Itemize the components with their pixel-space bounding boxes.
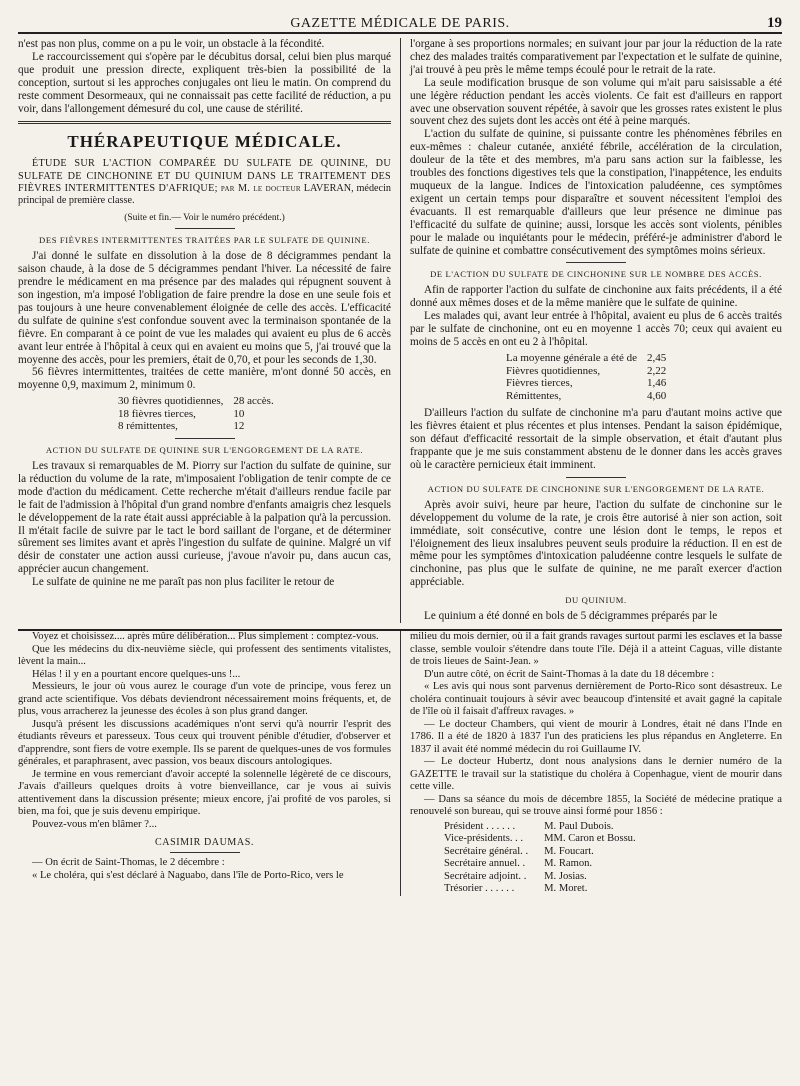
paragraph: Le sulfate de quinine ne me paraît pas non plus faciliter le retour de [32,576,335,589]
paragraph: n'est pas non plus, comme on a pu le voir, un obstacle à la fécondité. [18,38,325,50]
table-cell: 28 accès. [233,395,274,408]
table-cell: MM. Caron et Bossu. [544,833,636,845]
paragraph: D'ailleurs l'action du sulfate de cinchonine m'a paru d'autant moins active que les fièvres étaient et plus récentes et plus intenses. Pendant la saison épidémique, son défaut d'efficacité ressortait de la simple observation, et était d'autant plus frappante que je me suis constamment abstenu de le donner dans les accès graves où le caractère pernicieux était imminent. [410,407,782,471]
table-cell: Secrétaire annuel. . [444,858,526,870]
bureau-table [444,821,652,896]
paragraph: — On écrit de Saint-Thomas, le 2 décembre : [32,857,225,869]
paragraph: Je termine en vous remerciant d'avoir accepté la solennelle légèreté de ce discours, J'avais d'ailleurs quelques droits à votre bienveillance, car je vous ai suivis attentivement dans la discussion présente; mieux encore, j'ai profité de vos paroles, si bien, ma foi, que je suis devenu empirique. [18,768,391,818]
table-row [444,846,652,859]
paragraph: « Les avis qui nous sont parvenus dernièrement de Porto-Rico sont désastreux. Le choléra continuait toujours à sévir avec beaucoup d'intensité et avait gagné la capitale de l'île où il faisait d'affreux ravages. » [410,681,782,718]
table-cell: Fièvres quotidiennes, [506,364,601,377]
table-row [444,858,652,871]
paragraph: Les malades qui, avant leur entrée à l'hôpital, avaient eu plus de 6 accès traités par le sulfate de cinchonine, ont eu en moyenne 1 accès 70; ceux qui avaient eu moins de 5 accès en ont eu 2 à l'hôpital. [410,310,782,349]
section-title: THÉRAPEUTIQUE MÉDICALE. [67,132,342,152]
table-row [506,390,676,403]
feuilleton-left [18,631,400,896]
table-cell: La moyenne générale a été de [506,351,638,364]
paragraph: « Le choléra, qui s'est déclaré à Naguabo, dans l'île de Porto-Rico, vers le [32,869,344,881]
table-row [118,395,284,408]
paragraph: Afin de rapporter l'action du sulfate de cinchonine aux faits précédents, il a été donné aux mêmes doses et de la même manière que le sulfate de quinine. [410,284,782,310]
paragraph: — Le docteur Chambers, qui vient de mourir à Londres, était né dans l'Inde en 1786. Il a été de 1820 à 1837 l'un des praticiens les plus répandus en Angleterre. En 1837 il avait été nommé médecin du roi Guillaume IV. [410,718,782,755]
paragraph: 56 fièvres intermittentes, traitées de cette manière, m'ont donné 50 accès, en moyenne 0,9, maximum 2, minimum 0. [18,366,391,392]
table-row [506,365,676,378]
feuilleton-right [400,631,782,896]
paragraph: — Le docteur Hubertz, dont nous analysions dans le dernier numéro de la GAZETTE le travail sur la statistique du choléra à Copenhague, vient de mourir dans cette ville. [410,756,782,793]
paragraph: J'ai donné le sulfate en dissolution à la dose de 8 décigrammes pendant la saison chaude, à la dose de 5 décigrammes pendant l'hiver. La nécessité de faire prendre le médicament en ma présence par des malades qui répugnent souvent à son ingestion, m'a imposé l'obligation de faire prendre la dose en une seule fois et pas toujours à une heure convenablement éloignée de celle des accès. L'efficacité du sulfate de quinine s'est confondue souvent avec la terminaison spontanée de la fièvre. En comparant à ce point de vue les malades qui avaient eu plus de 6 accès avant leur entrée à l'hôpital à ceux qui en avaient eu moins que 5, j'ai trouvé que la moyenne des accès, pour les premiers, était de 0,70, et pour les seconds de 1,30. [18,250,391,366]
table-row [444,833,652,846]
study-author: LAVERAN, médecin principal de première classe. [18,182,392,207]
left-column [18,38,400,623]
table-row [118,408,284,421]
paragraph: — Dans sa séance du mois de décembre 1855, la Société de médecine pratique a renouvelé son bureau, qui se trouve ainsi formé pour 1856 : [410,793,782,818]
paragraph: Hélas ! il y en a pourtant encore quelques-uns !... [32,668,241,680]
table-cell: M. Paul Dubois. [544,820,614,832]
running-title: GAZETTE MÉDICALE DE PARIS. [290,16,510,31]
table-cell: 8 rémittentes, [118,420,178,433]
paragraph: Jusqu'à présent les discussions académiques n'ont servi qu'à nourrir l'esprit des étudiants rêveurs et paresseux. Tous ceux qui trouvent pénible d'étudier, d'observer et d'apprendre, sont fiers de votre exemple. Ils se parent de quelques-unes de vos formules générales, et paraphrasent, avec passion, vos beaux discours antologiques. [18,718,391,768]
author-signature: CASIMIR DAUMAS. [154,837,254,849]
table-cell: M. Ramon. [544,858,593,870]
divider [566,477,626,478]
table-cell: M. Moret. [544,883,588,895]
table-cell: 12 [233,420,245,433]
table-cell: 1,46 [647,377,667,390]
table-cell: Trésorier . . . . . . [444,883,515,895]
table-cell: M. Josias. [544,870,587,882]
table-cell: 2,45 [647,351,667,364]
subheading: ACTION DU SULFATE DE QUININE SUR L'ENGORGEMENT DE LA RATE. [45,445,364,455]
table-cell: 4,60 [647,389,667,402]
table-cell: Rémittentes, [506,389,562,402]
table-cell: Secrétaire adjoint. . [444,870,527,882]
paragraph: Après avoir suivi, heure par heure, l'action du sulfate de cinchonine sur le développement du volume de la rate, je crois être autorisé à nier son action, soit immédiate, soit consécutive, contre une lésion dont le temps, le repos et l'éloignement des lieux insalubres peuvent seuls produire la réduction. Il en est de même pour les symptômes d'intoxication paludéenne contre lesquels le sulfate de cinchonine, pas plus que le sulfate de quinine, ne me paraît exercer d'action appréciable. [410,498,782,589]
paragraph: Le raccourcissement qui s'opère par le décubitus dorsal, celui bien plus marqué que produit une pression directe, expliquent très-bien la possibilité de la conception, surtout si les approches conjugales ont lieu le matin. On comprend du reste comment Desormeaux, qui ne connaissait pas cette facilité de réduction, a pu voir, dans l'allongement démesuré du col, une cause de stérilité. [18,50,391,115]
study-title [18,158,391,207]
paragraph: Pouvez-vous m'en blâmer ?... [32,818,157,830]
section-divider [18,121,391,124]
table-cell: Président . . . . . . [444,820,516,832]
paragraph: Que les médecins du dix-neuvième siècle, qui professent des sentiments vitalistes, lèvent la main... [18,643,391,668]
table-row [506,352,676,365]
table-cell: 2,22 [647,364,667,377]
paragraph: D'un autre côté, on écrit de Saint-Thomas à la date du 18 décembre : [424,668,715,680]
cinchonine-stats-table [506,352,676,402]
subheading: DE L'ACTION DU SULFATE DE CINCHONINE SUR LE NOMBRE DES ACCÈS. [430,269,762,280]
paragraph: l'organe à ses proportions normales; en suivant jour par jour la réduction de la rate chez des malades traités comparativement par l'expectation et le sulfate de quinine, j'ai trouvé à peu près le même temps écoulé pour le retrait de la rate. [410,38,782,76]
paragraph: Voyez et choisissez.... après mûre délibération... Plus simplement : comptez-vous. [32,631,379,643]
continued-note: (Suite et fin.— Voir le numéro précédent.) [124,213,285,224]
divider [170,852,240,853]
subheading: DES FIÈVRES INTERMITTENTES TRAITÉES PAR LE SULFATE DE QUININE. [39,235,370,246]
main-columns [18,38,782,623]
divider [175,438,235,439]
paragraph: milieu du mois dernier, où il a fait grands ravages surtout parmi les esclaves et la basse classe, semble vouloir s'étendre dans toute l'île. Déjà il a atteint Caguas, ville distante de trois lieues de Saint-Jean. » [410,631,782,668]
table-cell: 18 fièvres tierces, [118,407,196,420]
divider [175,228,235,229]
table-cell: Secrétaire général. . [444,845,529,857]
page-header [18,10,782,34]
feuilleton [18,631,782,896]
page-number: 19 [767,15,782,31]
paragraph: Le quinium a été donné en bols de 5 décigrammes préparés par le [424,610,718,623]
right-column [400,38,782,623]
table-row [444,883,652,896]
table-row [506,377,676,390]
table-cell: Vice-présidents. . . [444,833,524,845]
paragraph: L'action du sulfate de quinine, si puissante contre les phénomènes fébriles en eux-mêmes : chaleur cutanée, anxiété fébrile, accélération de la circulation, douleur de la tête et des membres, m'a paru sans action sur la faiblesse, les troubles des fonctions digestives tels que la constipation, l'inappétence, les enduits muqueux de la langue. Indices de l'intoxication paludéenne, ces symptômes exigent un certain temps pour disparaître et souvent nécessitent l'emploi des évacuants. Il est remarquable d'ailleurs que leur présence ne diminue pas l'efficacité du sulfate de quinine; aussi, lorsque les accès sont violents, pénibles pour le malade ou inquiétants pour le médecin, préféré-je administrer d'abord le sulfate de quinine et combattre consécutivement des symptômes moins sérieux. [410,128,782,257]
table-cell: M. Foucart. [544,845,594,857]
paragraph: Messieurs, le jour où vous aurez le courage d'un vote de principe, vous ferez un grand acte scientifique. Vos débats deviendront nécessairement moins fréquents, et, de plus, vous arracherez la jeunesse des écoles à son plus grand danger. [18,681,391,718]
divider [566,262,626,263]
table-cell: 30 fièvres quotidiennes, [118,395,224,408]
table-cell: 10 [233,407,245,420]
table-row [444,821,652,834]
paragraph: Les travaux si remarquables de M. Piorry sur l'action du sulfate de quinine, sur la réduction du volume de la rate, m'imposaient l'obligation de tenir compte de ce mode d'action du médicament. Cette recherche m'était d'ailleurs rendue facile par le fait de l'admission à l'hôpital d'un grand nombre d'enfants amaigris chez lesquels le développement de la rate était aussi appréciable à la palpation qu'à la percussion. Il m'était facile de suivre par le tact le bord saillant de l'organe, et de déterminer sûrement ses limites avant et après l'ingestion du sulfate de quinine. Malgré un vif désir de constater une action aussi curieuse, j'avoue n'avoir pu, dans aucun cas, apprécier aucun changement. [18,460,391,576]
table-row [444,871,652,884]
quinine-stats-table [118,395,284,433]
study-lead: ÉTUDE SUR L'ACTION COMPARÉE DU SULFATE DE QUININE, DU SULFATE DE CINCHONINE ET DU QUINIUM DANS LE TRAITEMENT DES FIÈVRES INTERMITTENTES D'AFRIQUE; par M. le docteur [18,158,391,194]
paragraph: La seule modification brusque de son volume qui m'ait paru saisissable a été une légère réduction pendant les accès violents. Ce fait est d'ailleurs en rapport avec une observation souvent répétée, à savoir que les grosses rates existent le plus souvent chez des sujets dont les accès ont été à peine marqués. [410,76,782,128]
subheading: DU QUINIUM. [565,595,627,606]
table-row [118,420,284,433]
table-cell: Fièvres tierces, [506,377,573,390]
subheading: ACTION DU SULFATE DE CINCHONINE SUR L'ENGORGEMENT DE LA RATE. [427,483,765,494]
